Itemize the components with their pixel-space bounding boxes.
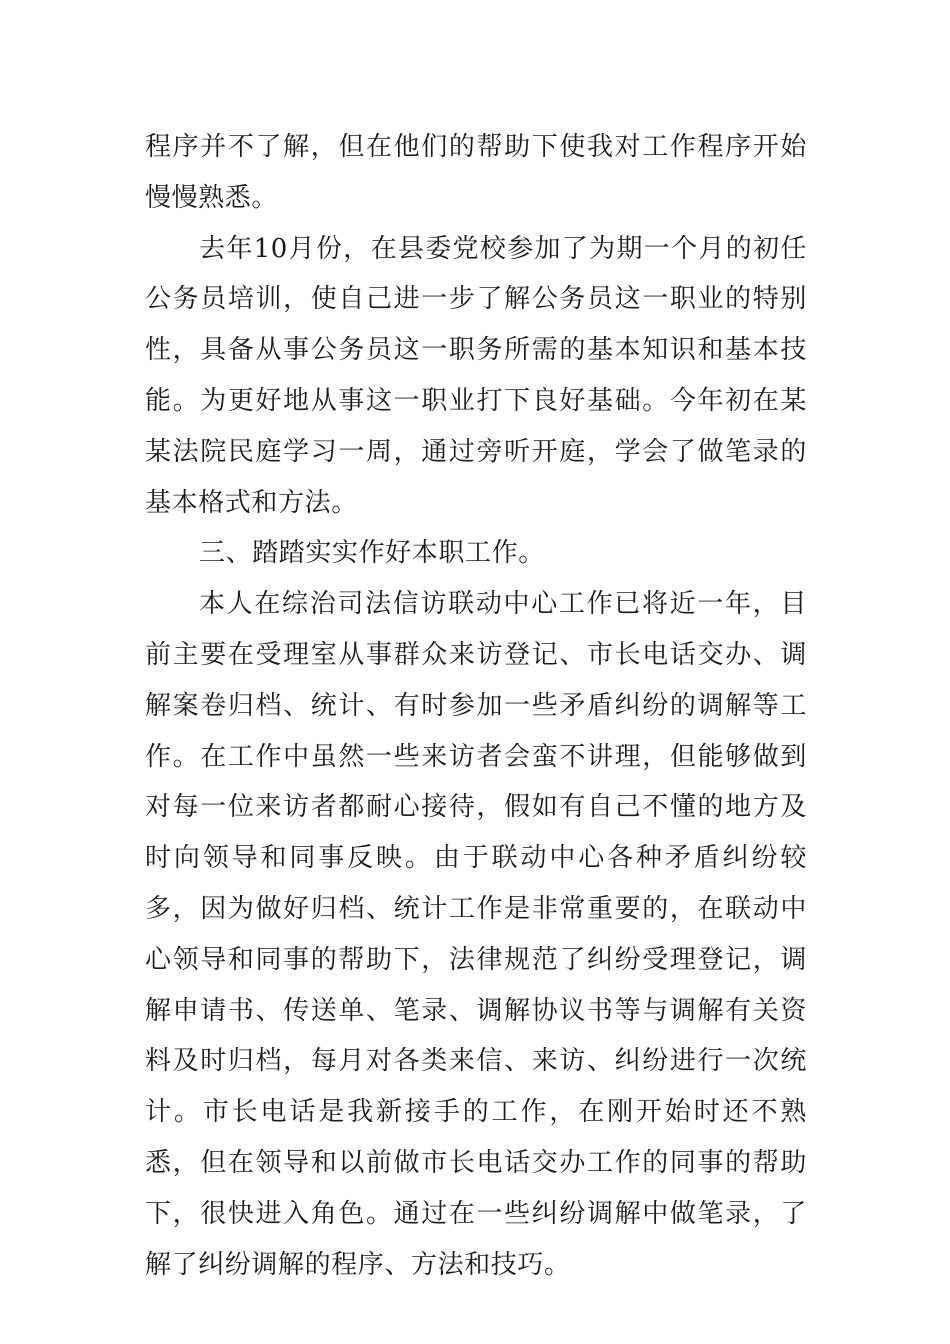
paragraph-3: 本人在综治司法信访联动中心工作已将近一年，目前主要在受理室从事群众来访登记、市长电话交办、调解案卷归档、统计、有时参加一些矛盾纠纷的调解等工作。在工作中虽然一些来访者会蛮不讲理，但能够做到对每一位来访者都耐心接待，假如有自己不懂的地方及时向领导和同事反映。由于联动中心各种矛盾纠纷较多，因为做好归档、统计工作是非常重要的，在联动中心领导和同事的帮助下，法律规范了纠纷受理登记，调解申请书、传送单、笔录、调解协议书等与调解有关资料及时归档，每月对各类来信、来访、纠纷进行一次统计。市长电话是我新接手的工作，在刚开始时还不熟悉，但在领导和以前做市长电话交办工作的同事的帮助下，很快进入角色。通过在一些纠纷调解中做笔录，了解了纠纷调解的程序、方法和技巧。 <box>145 589 807 1280</box>
section-heading: 三、踏踏实实作好本职工作。 <box>199 538 545 569</box>
paragraph-1: 程序并不了解，但在他们的帮助下使我对工作程序开始慢慢熟悉。 <box>145 132 807 213</box>
document-body <box>145 122 807 1290</box>
paragraph-2: 去年10月份，在县委党校参加了为期一个月的初任公务员培训，使自己进一步了解公务员这一职业的特别性，具备从事公务员这一职务所需的基本知识和基本技能。为更好地从事这一职业打下良好基础。今年初在某某法院民庭学习一周，通过旁听开庭，学会了做笔录的基本格式和方法。 <box>145 233 807 518</box>
